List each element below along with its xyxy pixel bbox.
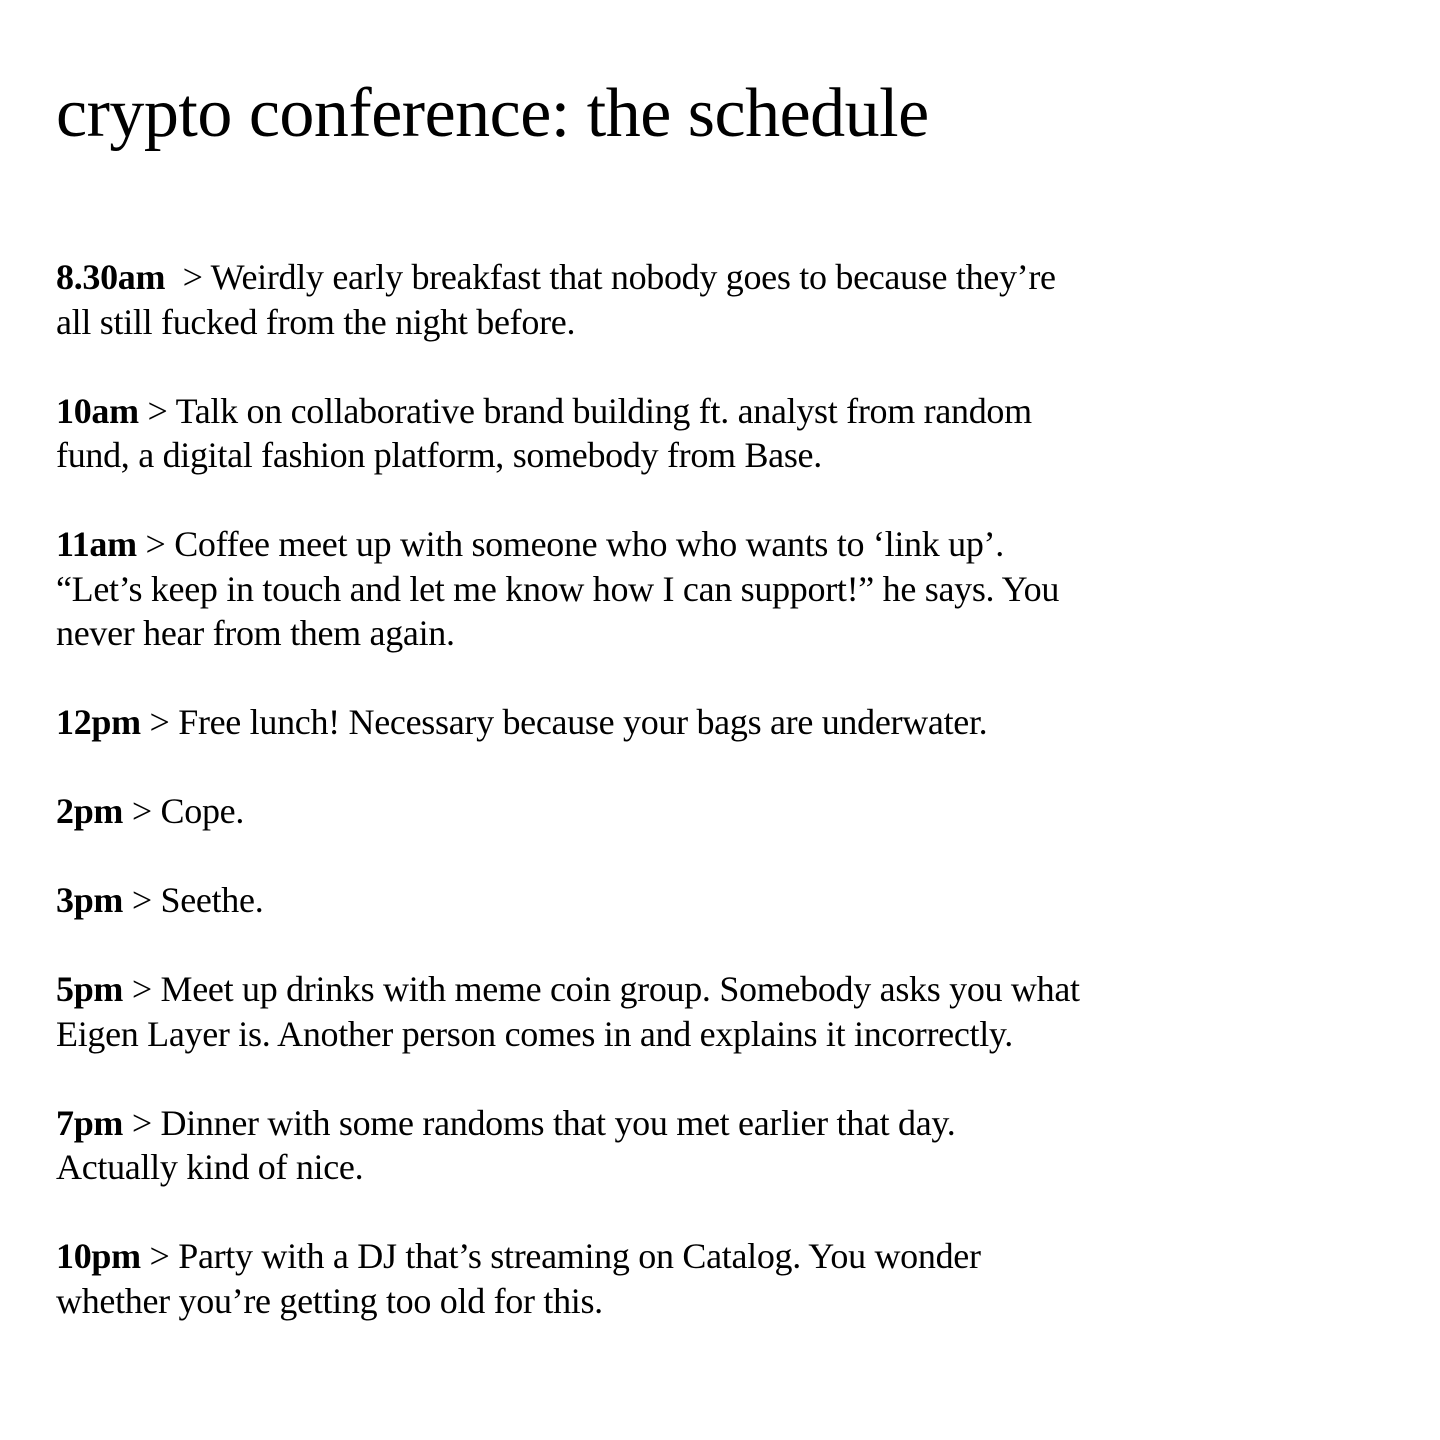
- schedule-text: Seethe.: [160, 880, 264, 920]
- schedule-entry-line: [56, 878, 1196, 923]
- schedule-entry-line: [56, 255, 1196, 300]
- schedule-time: 11am: [56, 524, 137, 564]
- schedule-text-continued: “Let’s keep in touch and let me know how I can support!” he says. You: [56, 568, 1060, 609]
- schedule-text: Dinner with some randoms that you met earlier that day.: [160, 1102, 956, 1143]
- schedule-text: Coffee meet up with someone who who wants to ‘link up’.: [174, 524, 1004, 564]
- schedule-separator: >: [123, 969, 161, 1009]
- schedule-time: 5pm: [56, 969, 124, 1009]
- schedule-list: [56, 255, 1196, 1323]
- schedule-text: Weirdly early breakfast that nobody goes to because they’re: [210, 257, 1056, 297]
- schedule-text-continued: never hear from them again.: [56, 613, 455, 653]
- schedule-entry-line: [56, 789, 1196, 834]
- schedule-entry-line: [56, 1234, 1196, 1279]
- schedule-text-continued: all still fucked from the night before.: [56, 301, 576, 342]
- schedule-entry: [56, 522, 1196, 656]
- schedule-time: 10am: [56, 390, 139, 431]
- schedule-text: Party with a DJ that’s streaming on Catalog. You wonder: [178, 1236, 981, 1276]
- schedule-text: Free lunch! Necessary because your bags are underwater.: [178, 702, 988, 742]
- schedule-text: Talk on collaborative brand building ft. analyst from random: [175, 390, 1032, 431]
- schedule-entry-line: [56, 967, 1196, 1012]
- schedule-time: 12pm: [56, 702, 141, 742]
- schedule-text-continued: Eigen Layer is. Another person comes in and explains it incorrectly.: [56, 1013, 1013, 1054]
- schedule-time: 2pm: [56, 791, 124, 831]
- schedule-entry: [56, 878, 1196, 923]
- schedule-separator: >: [140, 1236, 179, 1276]
- schedule-entry: [56, 1101, 1196, 1190]
- schedule-entry-line: [56, 1101, 1196, 1146]
- schedule-entry: [56, 389, 1196, 478]
- schedule-entry: [56, 255, 1196, 344]
- schedule-time: 10pm: [56, 1236, 141, 1276]
- schedule-text: Meet up drinks with meme coin group. Somebody asks you what: [160, 969, 1080, 1009]
- schedule-entry-line: [56, 700, 1196, 745]
- schedule-separator: >: [123, 791, 161, 831]
- schedule-separator: >: [165, 257, 211, 297]
- schedule-time: 8.30am: [56, 257, 166, 297]
- schedule-separator: >: [123, 1102, 161, 1143]
- schedule-separator: >: [138, 390, 176, 431]
- schedule-text-continued: fund, a digital fashion platform, somebody from Base.: [56, 435, 822, 475]
- schedule-entry-line: [56, 522, 1196, 567]
- schedule-entry: [56, 700, 1196, 745]
- schedule-separator: >: [136, 524, 175, 564]
- schedule-entry: [56, 967, 1196, 1056]
- page-title: crypto conference: the schedule: [56, 75, 929, 152]
- schedule-separator: >: [140, 702, 179, 742]
- schedule-text: Cope.: [160, 791, 245, 831]
- schedule-time: 7pm: [56, 1102, 124, 1143]
- schedule-text-continued: whether you’re getting too old for this.: [56, 1280, 603, 1321]
- schedule-separator: >: [123, 880, 161, 920]
- schedule-time: 3pm: [56, 880, 124, 920]
- schedule-text-continued: Actually kind of nice.: [56, 1147, 364, 1187]
- schedule-entry-line: [56, 389, 1196, 434]
- schedule-entry: [56, 1234, 1196, 1323]
- schedule-entry: [56, 789, 1196, 834]
